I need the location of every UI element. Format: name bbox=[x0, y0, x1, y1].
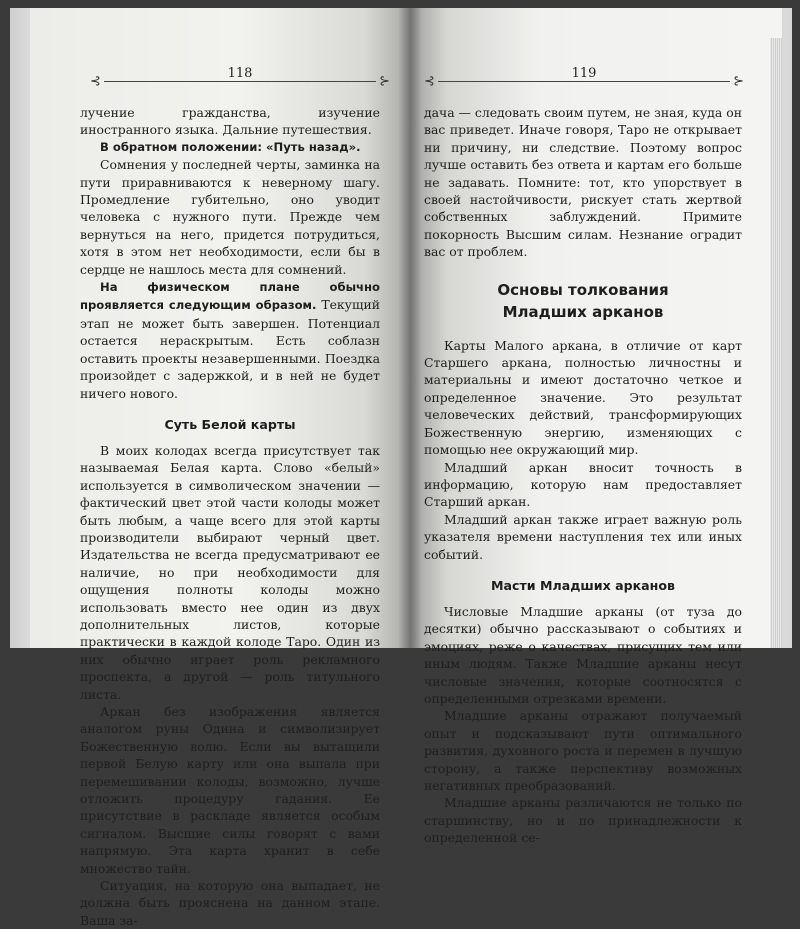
section-heading-line: Младших арканов bbox=[502, 302, 664, 321]
subsection-heading: Масти Младших арканов bbox=[490, 577, 676, 593]
section-heading-line: Основы толкования bbox=[497, 280, 669, 299]
page-number: 119 bbox=[571, 66, 597, 81]
paragraph bbox=[80, 278, 380, 402]
paragraph: В моих колодах всегда присутствует так называемая Белая карта. Слово «белый» используется в символическом значении — фактический цвет этой части колоды может быть любым, а чаще всего для этой карты производители выбирают черный цвет. Издательства не всегда предусматривают ее наличие, но при необходимости для ощущения полноты колоды можно использовать вместо нее один из двух дополнительных листов, которые практически в каждой колоде Таро. Один из них обычно играет роль рекламного проспекта, а другой — роль титульного листа. bbox=[80, 442, 380, 702]
paragraph: Карты Малого аркана, в отличие от карт Старшего аркана, полностью личностны и материальны и имеют достаточно четкое и определенное значение. Это результат человеческих действий, трансформирующих Божественную энергию, изменяющих с помощью нее окружающий мир. bbox=[424, 337, 742, 458]
ornament-icon: ⊱ bbox=[733, 74, 744, 89]
paragraph: Сомнения у последней черты, заминка на пути приравниваются к неверному шагу. Промедление губительно, оно уводит человека с нужного пути. Прежде чем вернуться на него, придется потрудиться, хотя в этом нет необходимости, если бы в сердце не нашлось места для сомнений. bbox=[80, 157, 380, 277]
left-page bbox=[30, 8, 410, 928]
left-page-header bbox=[90, 66, 390, 90]
right-page-text bbox=[424, 104, 742, 847]
paragraph-text: Текущий этап не может быть завершен. Потенциал остается нераскрытым. Есть соблазн оставить проекты незавершенными. Поездка произойдет с задержкой, и в ней не будет ничего нового. bbox=[80, 297, 380, 401]
bold-subheading: В обратном положении: «Путь назад». bbox=[100, 139, 361, 154]
paragraph: Младшие арканы отражают получаемый опыт и подсказывают пути оптимального развития, духовного роста и перемен в лучшую сторону, а также перспективу возможных негативных преобразований. bbox=[424, 708, 742, 793]
header-rule bbox=[104, 81, 376, 82]
subsection-heading: Суть Белой карты bbox=[164, 416, 296, 432]
paragraph: дача — следовать своим путем, не зная, куда он вас приведет. Иначе говоря, Таро не открывает ни причину, ни следствие. Поэтому вопрос лучше оставить без ответа и картам его больше не задавать. Помните: тот, кто упорствует в своей настойчивости, рискует стать жертвой собственных заблуждений. Примите покорность Высшим силам. Незнание оградит вас от проблем. bbox=[424, 105, 742, 260]
paragraph: Ситуация, на которую она выпадает, не должна быть прояснена на данном этапе. Ваша за- bbox=[80, 878, 380, 928]
paragraph: Младший аркан вносит точность в информацию, которую нам предоставляет Старший аркан. bbox=[424, 459, 742, 510]
book-spread bbox=[10, 8, 792, 928]
ornament-icon: ⊰ bbox=[90, 74, 101, 89]
ornament-icon: ⊱ bbox=[379, 74, 390, 89]
page-stack-edge bbox=[770, 38, 782, 648]
header-rule bbox=[438, 81, 730, 82]
left-page-text bbox=[80, 104, 380, 929]
book-gutter bbox=[398, 8, 422, 648]
page-number: 118 bbox=[227, 66, 253, 81]
right-page bbox=[410, 8, 782, 846]
paragraph: Числовые Младшие арканы (от туза до десятки) обычно рассказывают о событиях и эмоциях, реже о качествах, присущих тем или иным людям. Также Младшие арканы несут числовые значения, которые соотносятся с определенными отрезками времени. bbox=[424, 603, 742, 706]
paragraph: Аркан без изображения является аналогом руны Одина и символизирует Божественную волю. Если вы вытащили первой Белую карту или она выпала при перемешивании колоды, возможно, лучше отложить процедуру гадания. Ее присутствие в раскладе является особым сигналом. Высшие силы говорят с вами напрямую. Эта карта хранит в себе множество тайн. bbox=[80, 704, 380, 876]
paragraph: Младшие арканы различаются не только по старшинству, но и по принадлежности к определенной се- bbox=[424, 795, 742, 846]
section-heading bbox=[424, 279, 742, 323]
paragraph-lead-bold: На физическом плане обычно проявляется следующим образом. bbox=[80, 280, 380, 313]
right-page-header bbox=[424, 66, 744, 90]
paragraph: Младший аркан также играет важную роль указателя времени наступления тех или иных событий. bbox=[424, 511, 742, 562]
ornament-icon: ⊰ bbox=[424, 74, 435, 89]
paragraph: лучение гражданства, изучение иностранного языка. Дальние путешествия. bbox=[80, 105, 380, 138]
